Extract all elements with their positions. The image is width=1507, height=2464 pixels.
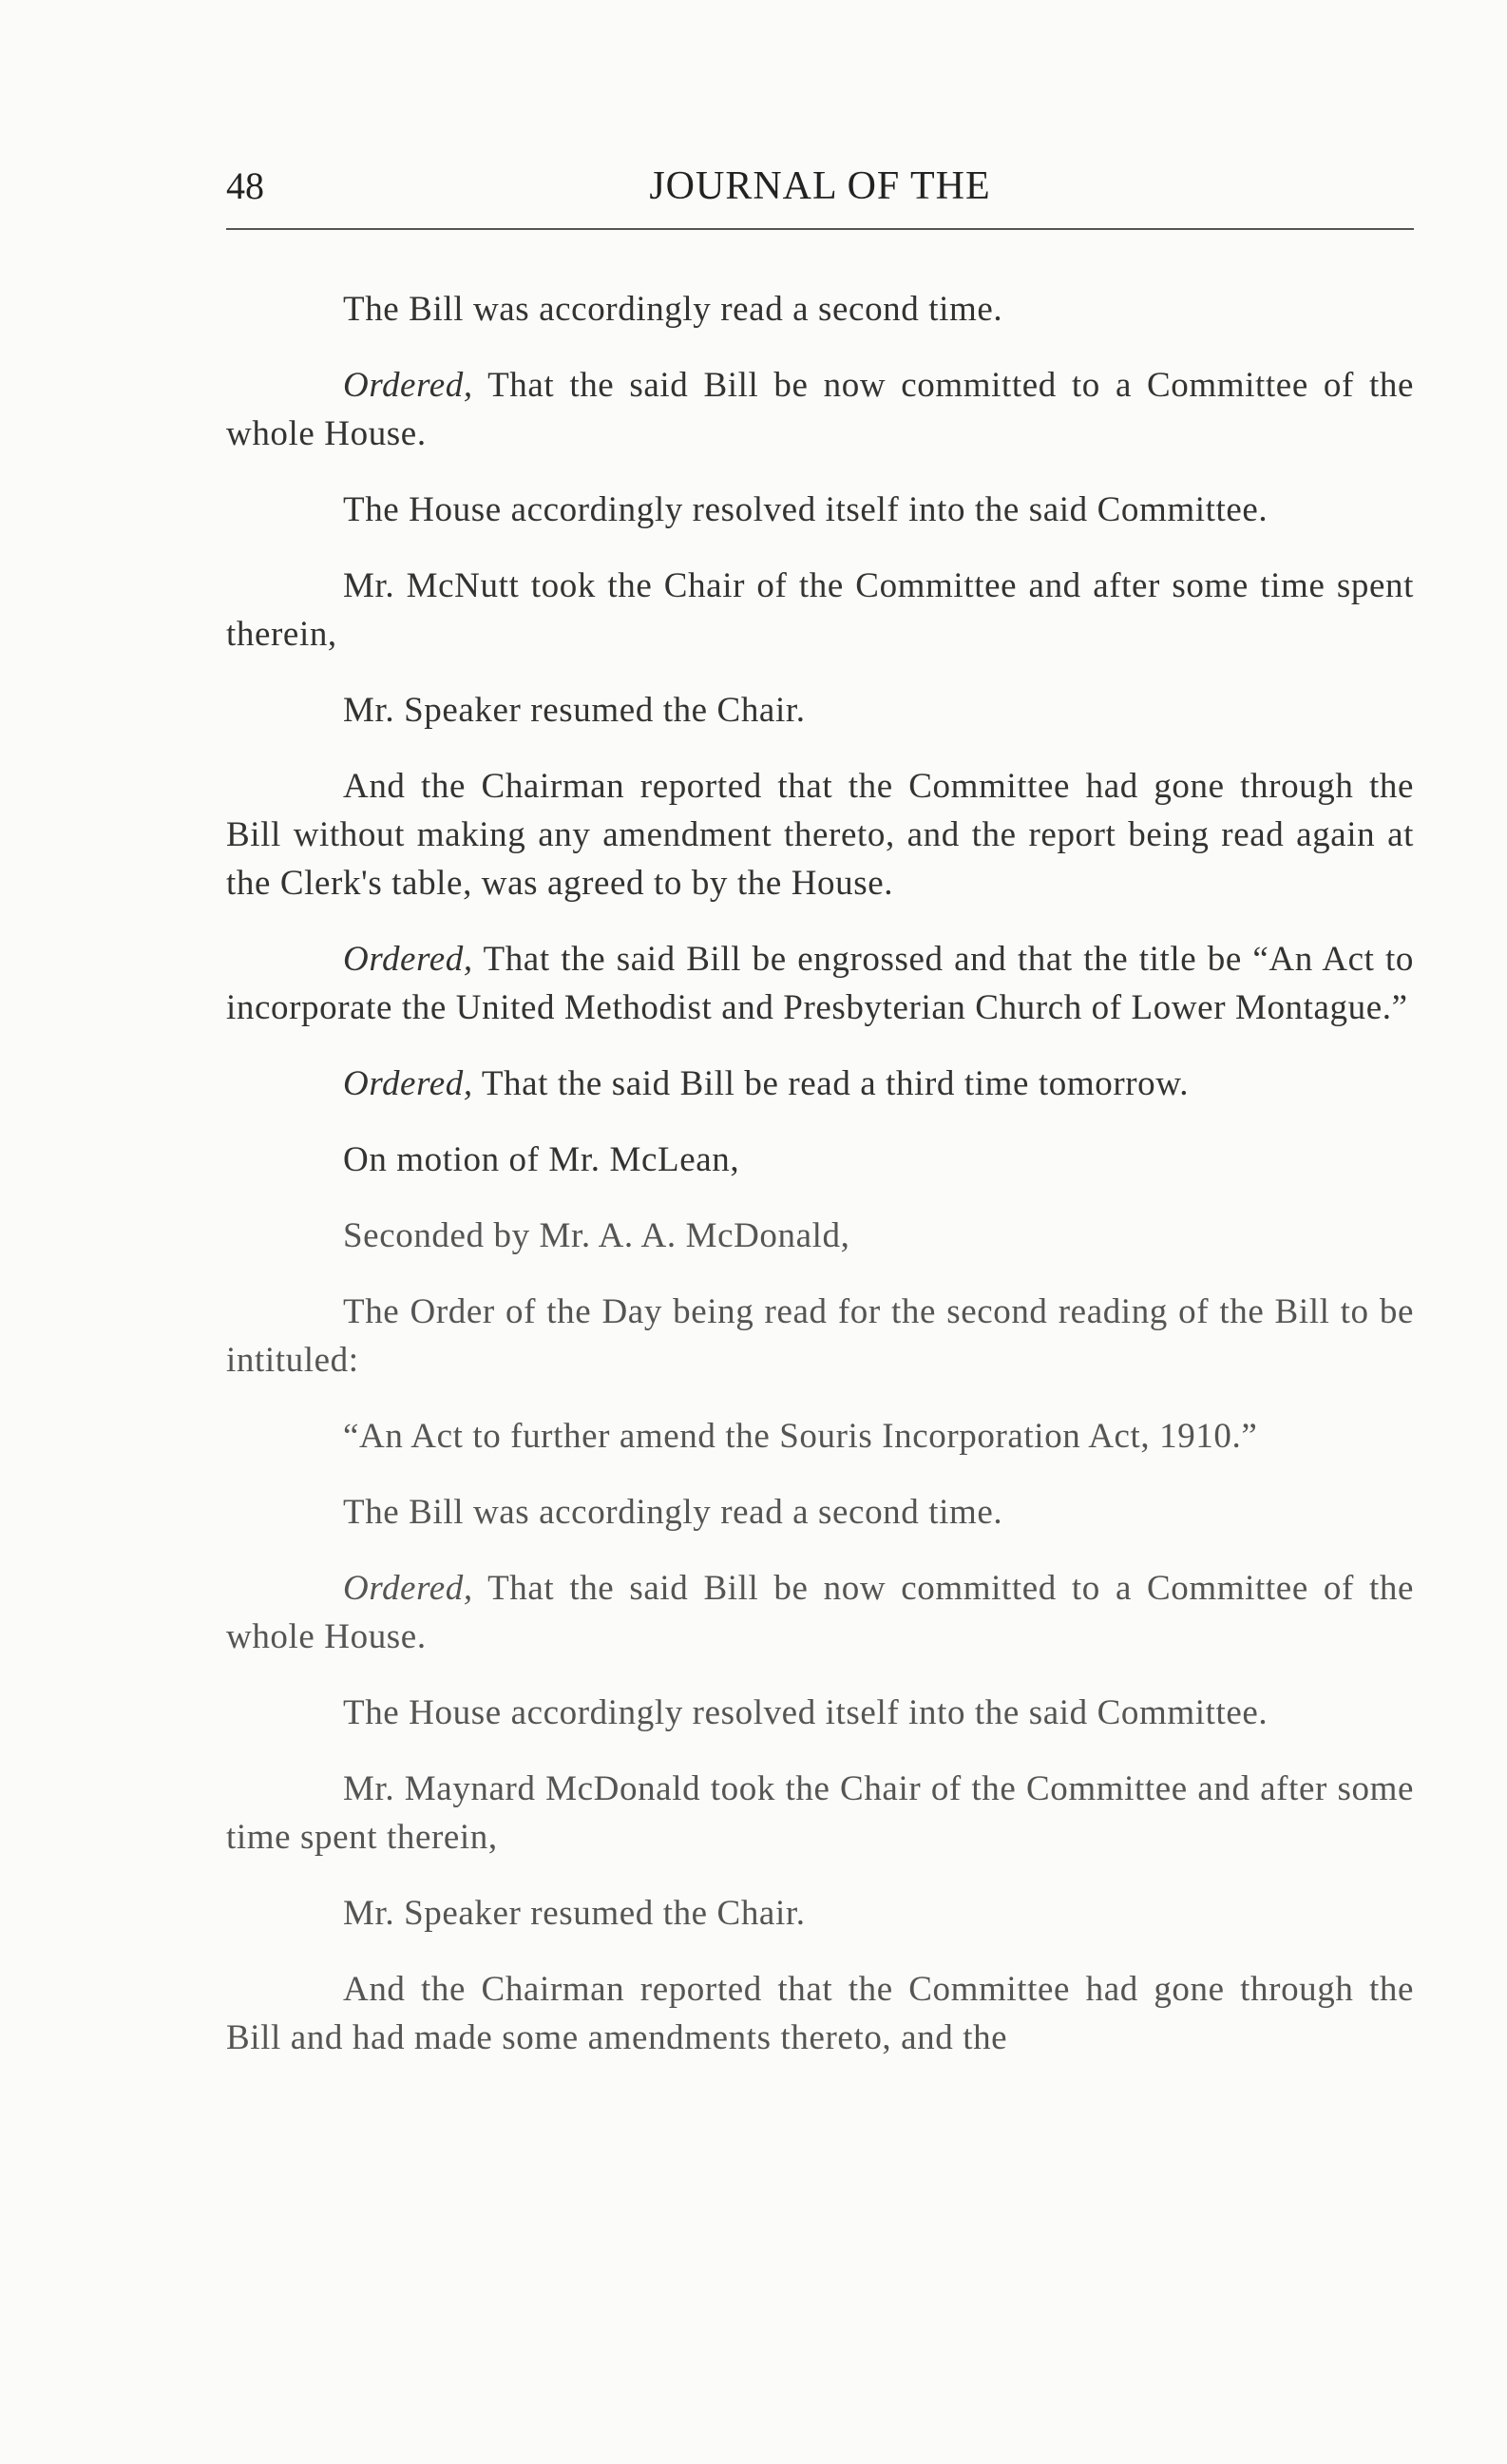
paragraph: And the Chairman reported that the Committee had gone through the Bill without making any amendment thereto, and the report being read again at the Clerk's table, was agreed to by the House. — [226, 767, 1414, 903]
paragraph: The House accordingly resolved itself into the said Committee. — [343, 1693, 1269, 1732]
header-rule — [226, 228, 1414, 230]
paragraph: The House accordingly resolved itself into the said Committee. — [343, 490, 1269, 529]
paragraph: Ordered, That the said Bill be now committed to a Committee of the whole House. — [226, 366, 1414, 453]
paragraph: Mr. Speaker resumed the Chair. — [343, 691, 806, 730]
paragraph: “An Act to further amend the Souris Incorporation Act, 1910.” — [343, 1417, 1258, 1456]
paragraph: Seconded by Mr. A. A. McDonald, — [343, 1216, 850, 1255]
paragraph: The Order of the Day being read for the second reading of the Bill to be intituled: — [226, 1292, 1414, 1380]
body-text — [226, 285, 1414, 2090]
paragraph: Ordered, That the said Bill be engrossed and that the title be “An Act to incorporate the United Methodist and Presbyterian Church of Lower Montague.” — [226, 940, 1414, 1027]
paragraph: Ordered, That the said Bill be read a third time tomorrow. — [343, 1064, 1190, 1103]
paragraph: Ordered, That the said Bill be now committed to a Committee of the whole House. — [226, 1569, 1414, 1656]
paragraph: Mr. Speaker resumed the Chair. — [343, 1894, 806, 1933]
paragraph: The Bill was accordingly read a second time. — [343, 1493, 1003, 1532]
paragraph: The Bill was accordingly read a second time. — [343, 290, 1003, 329]
running-head: JOURNAL OF THE — [649, 164, 991, 208]
paragraph: And the Chairman reported that the Committee had gone through the Bill and had made some amendments thereto, and the — [226, 1970, 1414, 2057]
paragraph: Mr. Maynard McDonald took the Chair of the Committee and after some time spent therein, — [226, 1769, 1414, 1857]
paragraph: On motion of Mr. McLean, — [343, 1140, 740, 1179]
paragraph: Mr. McNutt took the Chair of the Committee and after some time spent therein, — [226, 566, 1414, 654]
page-number: 48 — [226, 164, 264, 207]
page-header — [226, 160, 1414, 217]
